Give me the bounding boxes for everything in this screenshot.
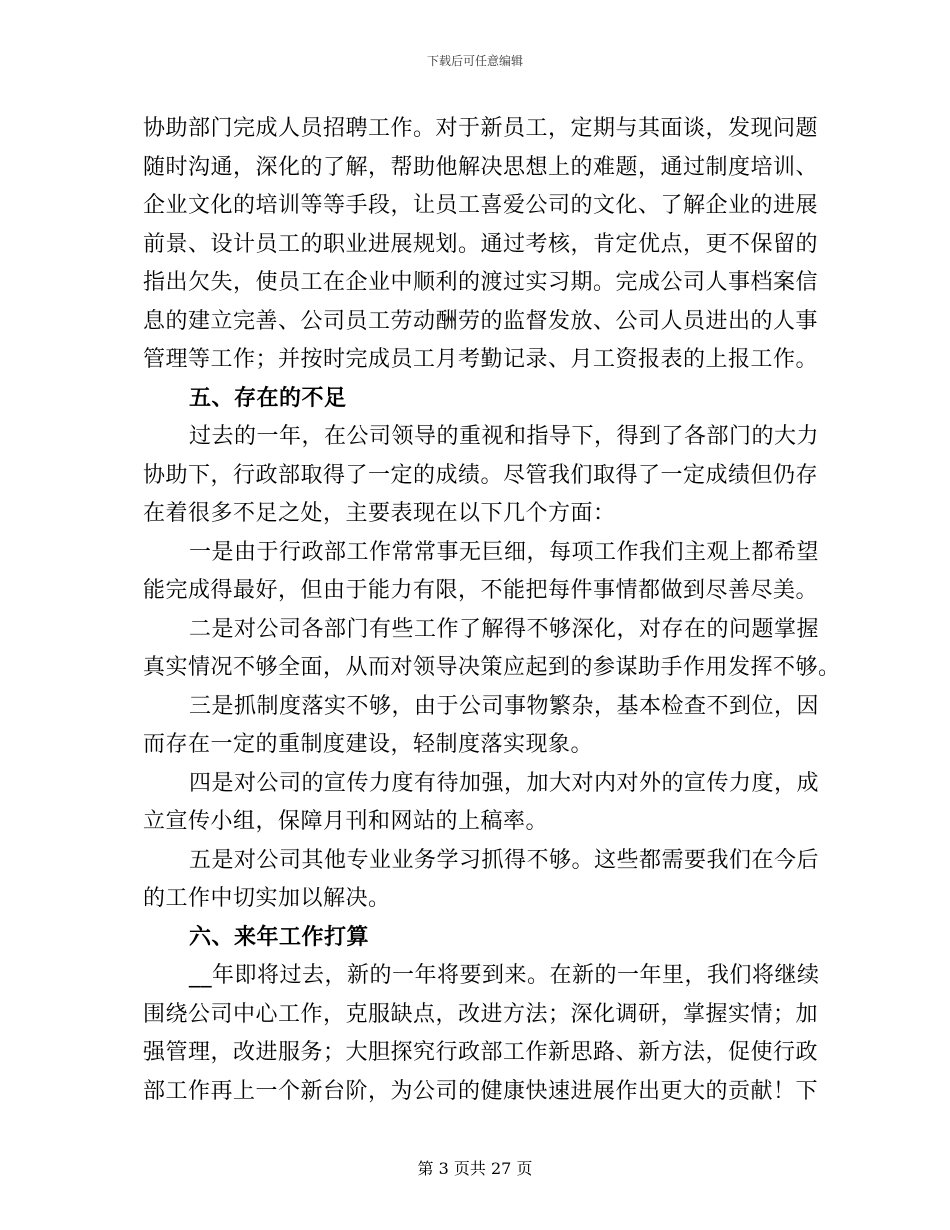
body-line: 一是由于行政部工作常常事无巨细，每项工作我们主观上都希望 — [189, 539, 820, 565]
body-line: 前景、设计员工的职业进展规划。通过考核，肯定优点，更不保留的 — [143, 231, 819, 257]
body-line: 五是对公司其他专业业务学习抓得不够。这些都需要我们在今后 — [189, 847, 820, 873]
body-line: 企业文化的培训等等手段，让员工喜爱公司的文化、了解企业的进展 — [143, 193, 819, 218]
body-line: 能完成得最好，但由于能力有限，不能把每件事情都做到尽善尽美。 — [143, 578, 819, 603]
body-line: 强管理，改进服务；大胆探究行政部工作新思路、新方法，促使行政 — [143, 1040, 819, 1065]
body-line: 过去的一年，在公司领导的重视和指导下，得到了各部门的大力 — [189, 424, 820, 449]
section-heading: 六、来年工作打算 — [189, 924, 370, 950]
body-line: 而存在一定的重制度建设，轻制度落实现象。 — [143, 732, 594, 757]
body-line: 的工作中切实加以解决。 — [143, 886, 391, 911]
body-line: 四是对公司的宣传力度有待加强，加大对内对外的宣传力度，成 — [189, 770, 820, 796]
body-line: 协助下，行政部取得了一定的成绩。尽管我们取得了一定成绩但仍存 — [143, 462, 819, 488]
body-line: 在着很多不足之处，主要表现在以下几个方面： — [143, 501, 616, 526]
body-line: 随时沟通，深化的了解，帮助他解决思想上的难题，通过制度培训、 — [143, 154, 819, 180]
page-header: 下载后可任意编辑 — [426, 54, 523, 68]
body-line: __年即将过去，新的一年将要到来。在新的一年里，我们将继续 — [189, 963, 820, 988]
body-line: 真实情况不够全面，从而对领导决策应起到的参谋助手作用发挥不够。 — [143, 655, 841, 680]
body-line: 三是抓制度落实不够，由于公司事物繁杂，基本检查不到位，因 — [189, 693, 820, 719]
document-body — [143, 110, 841, 1111]
body-line: 指出欠失，使员工在企业中顺利的渡过实习期。完成公司人事档案信 — [143, 270, 819, 295]
body-line: 管理等工作；并按时完成员工月考勤记录、月工资报表的上报工作。 — [143, 347, 819, 372]
body-line: 二是对公司各部门有些工作了解得不够深化，对存在的问题掌握 — [189, 616, 820, 642]
body-line: 立宣传小组，保障月刊和网站的上稿率。 — [143, 809, 549, 834]
body-line: 息的建立完善、公司员工劳动酬劳的监督发放、公司人员进出的人事 — [143, 308, 819, 334]
section-heading: 五、存在的不足 — [189, 385, 347, 411]
body-line: 协助部门完成人员招聘工作。对于新员工，定期与其面谈，发现问题 — [143, 116, 819, 141]
page-number: 第 3 页共 27 页 — [417, 1159, 533, 1178]
body-line: 围绕公司中心工作，克服缺点，改进方法；深化调研，掌握实情；加 — [143, 1001, 819, 1027]
body-line: 部工作再上一个新台阶，为公司的健康快速进展作出更大的贡献！下 — [143, 1078, 819, 1104]
